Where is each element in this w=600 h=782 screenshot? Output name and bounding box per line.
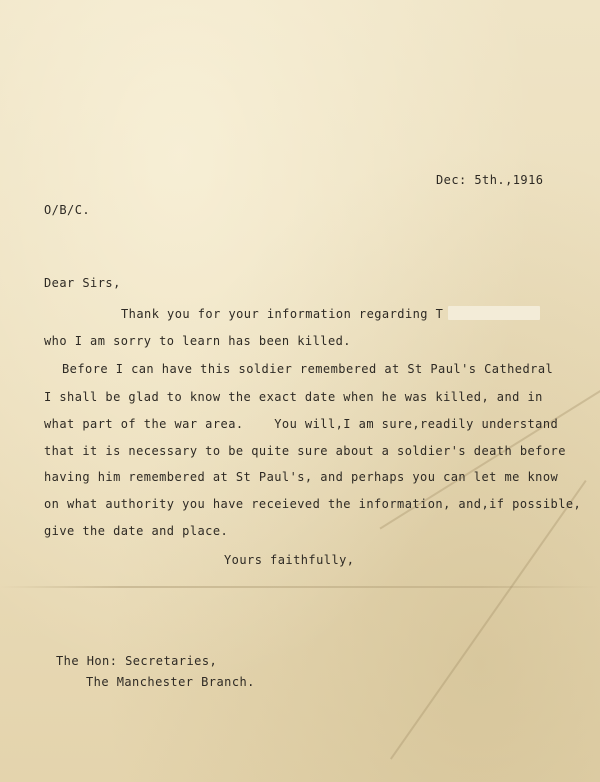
addressee-line: The Hon: Secretaries, xyxy=(56,654,218,668)
letter-salutation: Dear Sirs, xyxy=(44,276,121,290)
letter-closing: Yours faithfully, xyxy=(224,553,355,567)
body-line: Before I can have this soldier remembered at St Paul's Cathedral xyxy=(62,362,554,376)
body-line: give the date and place. xyxy=(44,524,229,538)
letter-date: Dec: 5th.,1916 xyxy=(436,173,544,187)
body-line: that it is necessary to be quite sure about a soldier's death before xyxy=(44,444,566,458)
letter-reference: O/B/C. xyxy=(44,203,91,217)
body-line: having him remembered at St Paul's, and perhaps you can let me know xyxy=(44,470,559,484)
body-line: who I am sorry to learn has been killed. xyxy=(44,334,351,348)
body-line: what part of the war area. You will,I am sure,readily understand xyxy=(44,417,559,431)
body-line: on what authority you have receieved the information, and,if possible, xyxy=(44,497,582,511)
addressee-line: The Manchester Branch. xyxy=(86,675,255,689)
redacted-name xyxy=(448,306,540,320)
body-line: Thank you for your information regarding T xyxy=(121,307,444,321)
body-line: I shall be glad to know the exact date when he was killed, and in xyxy=(44,390,543,404)
paper-crease xyxy=(390,480,587,760)
